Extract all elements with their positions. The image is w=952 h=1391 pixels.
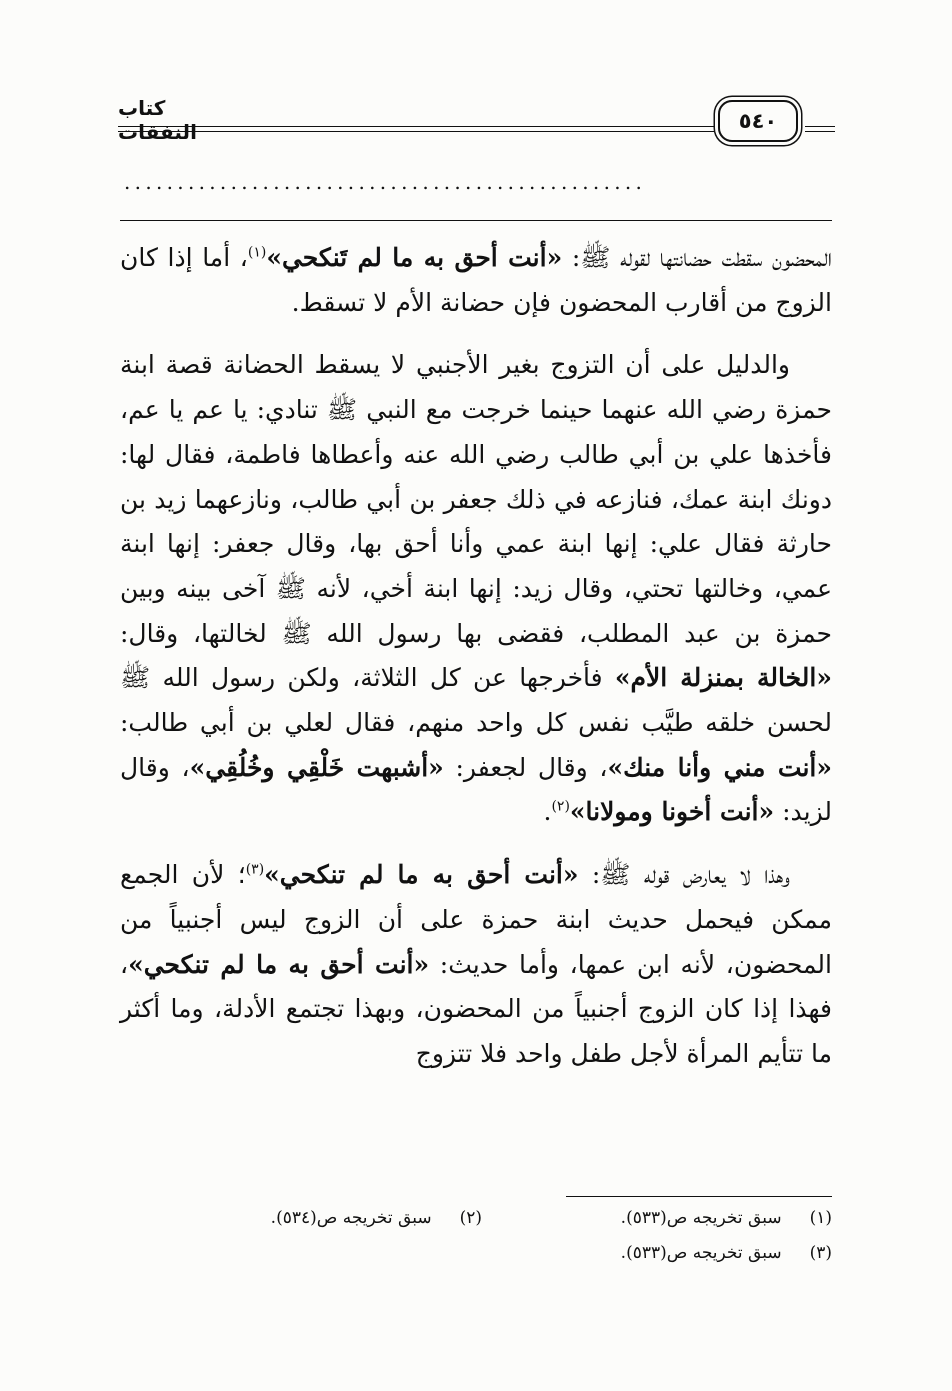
hadith-quote: «أنت أحق به ما لم تنكحي» [128, 949, 430, 979]
text-run: ، فهذا إذا كان الزوج أجنبياً من المحضون، وبهذا تجتمع الأدلة، وما أكثر ما تتأيم المرأة لأجل طفل واحد فلا تتزوج [120, 949, 832, 1068]
hadith-quote: «أشبهت خَلْقِي وخُلُقِي» [189, 752, 444, 782]
text-run: . [543, 797, 552, 827]
footnote-3 [621, 1243, 832, 1263]
hadith-quote: «أنت أحق به ما لم تَنكحي» [266, 243, 563, 272]
paragraph [120, 853, 832, 1077]
page-number-badge [718, 100, 798, 142]
footnote-number: (١) [809, 1208, 832, 1228]
footnote-ref: (٣) [245, 861, 265, 878]
text-run: ، أما إذا كان الزوج من أقارب المحضون فإن حضانة الأم لا تسقط. [120, 243, 832, 317]
header-rule-right-double [805, 131, 835, 132]
header-rule-right [805, 126, 835, 127]
hadith-quote: «أنت مني وأنا منك» [607, 752, 832, 782]
text-run: ، وقال لجعفر: [443, 752, 608, 782]
main-text [120, 236, 832, 1077]
footnote-text: سبق تخريجه ص(٥٣٤). [270, 1208, 432, 1228]
running-head-title: كتاب النفقات [118, 96, 197, 144]
footnote-2 [271, 1208, 482, 1228]
header-rule [118, 126, 718, 127]
footnote-ref: (١) [247, 244, 267, 261]
footnote-number: (٣) [809, 1243, 832, 1263]
footnote-text: سبق تخريجه ص(٥٣٣). [620, 1243, 782, 1263]
footnote-text: سبق تخريجه ص(٥٣٣). [620, 1208, 782, 1228]
text-run: فأخرجها عن كل الثلاثة، ولكن رسول الله ﷺ لحسن خلقه طيَّب نفس كل واحد منهم، فقال لعلي بن أبي طالب: [120, 663, 832, 738]
hadith-quote: «الخالة بمنزلة الأم» [614, 663, 832, 693]
text-run: المحضون سقطت حضانتها لقوله ﷺ: [562, 243, 832, 272]
footnote-ref: (٢) [551, 799, 570, 816]
text-top-rule [120, 220, 832, 221]
paragraph [120, 343, 832, 835]
text-run: ، وقال لزيد: [120, 752, 832, 827]
hadith-quote: «أنت أخونا ومولانا» [569, 797, 775, 827]
hadith-quote: «أنت أحق به ما لم تنكحي» [264, 860, 579, 890]
footnote-number: (٢) [459, 1208, 482, 1228]
text-run: والدليل على أن التزوج بغير الأجنبي لا يسقط الحضانة قصة ابنة حمزة رضي الله عنهما حينما خرجت مع النبي ﷺ تنادي: يا عم يا عم، فأخذها علي بن أبي طالب رضي الله عنه وأعطاها فاطمة، فقال لها: دونك ابنة عمك، فنازعه في ذلك جعفر بن أبي طالب، ونازعهما زيد بن حارثة فقال علي: إنها ابنة عمي وأنا أحق بها، وقال جعفر: إنها ابنة عمي، وخالتها تحتي، وقال زيد: إنها ابنة أخي، لأنه ﷺ آخى بينه وبين حمزة بن عبد المطلب، فقضى بها رسول الله ﷺ لخالتها، وقال: [120, 350, 832, 648]
header-rule-double [118, 131, 718, 132]
footnote-1 [621, 1208, 832, 1228]
text-run: ؛ لأن الجمع ممكن فيحمل حديث ابنة حمزة على أن الزوج ليس أجنبياً من المحضون، لأنه ابن عمها، وأما حديث: [120, 860, 832, 979]
continuation-dots: ................................................. [124, 170, 647, 194]
text-run: وهذا لا يعارض قوله ﷺ: [578, 860, 790, 890]
page-number: ٥٤٠ [738, 109, 778, 133]
footnote-rule [566, 1196, 832, 1197]
paragraph [120, 236, 832, 325]
